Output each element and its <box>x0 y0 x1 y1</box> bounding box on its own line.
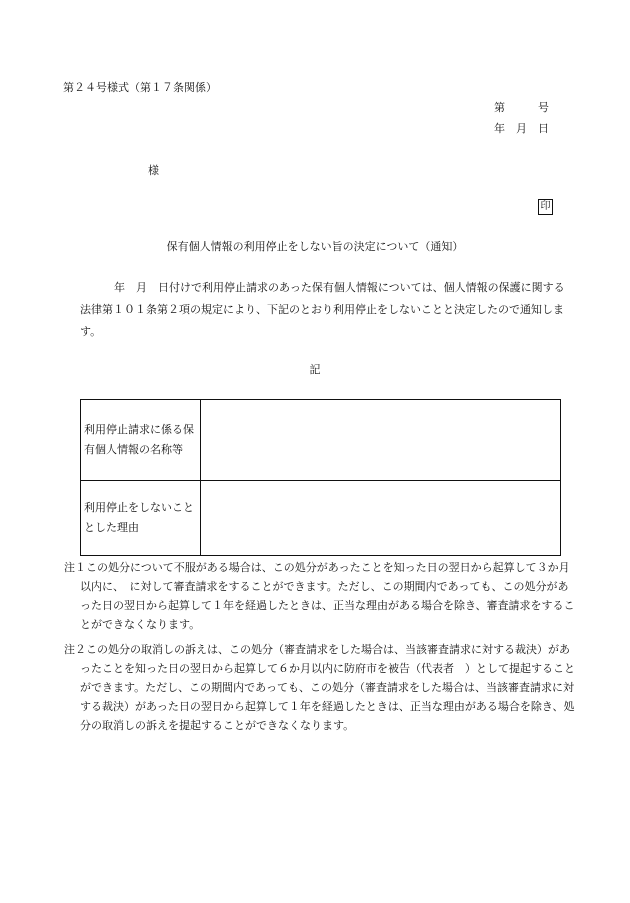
seal-stamp: 印 <box>538 199 553 215</box>
table-row <box>81 481 561 556</box>
table-value-cell <box>201 400 561 481</box>
document-date: 年 月 日 <box>494 122 549 135</box>
table-label-cell: 利用停止請求に係る保有個人情報の名称等 <box>81 400 201 481</box>
document-number: 第 号 <box>494 101 549 114</box>
note-2: 注２この処分の取消しの訴えは、この処分（審査請求をした場合は、当該審査請求に対する裁決）があったことを知った日の翌日から起算して６か月以内に防府市を被告（代表者 ）として提起することができます。ただし、この期間内であっても、この処分（審査請求をした場合は、当該審査請求に対する裁決）があった日の翌日から起算して１年を経過したときは、正当な理由がある場合を除き、処分の取消しの訴えを提起することができなくなります。 <box>64 643 575 732</box>
form-label: 第２４号様式（第１７条関係） <box>63 81 217 94</box>
addressee-honorific: 様 <box>148 164 159 177</box>
table-label-cell: 利用停止をしないこととした理由 <box>81 481 201 556</box>
note-1: 注１この処分について不服がある場合は、この処分があったことを知った日の翌日から起算して３か月以内に、 に対して審査請求をすることができます。ただし、この期間内であっても、この処分があった日の翌日から起算して１年を経過したときは、正当な理由がある場合を除き、審査請求をすることができなくなります。 <box>64 561 575 631</box>
info-table <box>80 399 561 556</box>
table-value-cell <box>201 481 561 556</box>
table-row <box>81 400 561 481</box>
document-title: 保有個人情報の利用停止をしない旨の決定について（通知） <box>166 240 464 253</box>
body-paragraph: 年 月 日付けで利用停止請求のあった保有個人情報については、個人情報の保護に関する法律第１０１条第２項の規定により、下記のとおり利用停止をしないことと決定したので通知します。 <box>80 281 565 338</box>
ki-heading: 記 <box>309 363 321 376</box>
